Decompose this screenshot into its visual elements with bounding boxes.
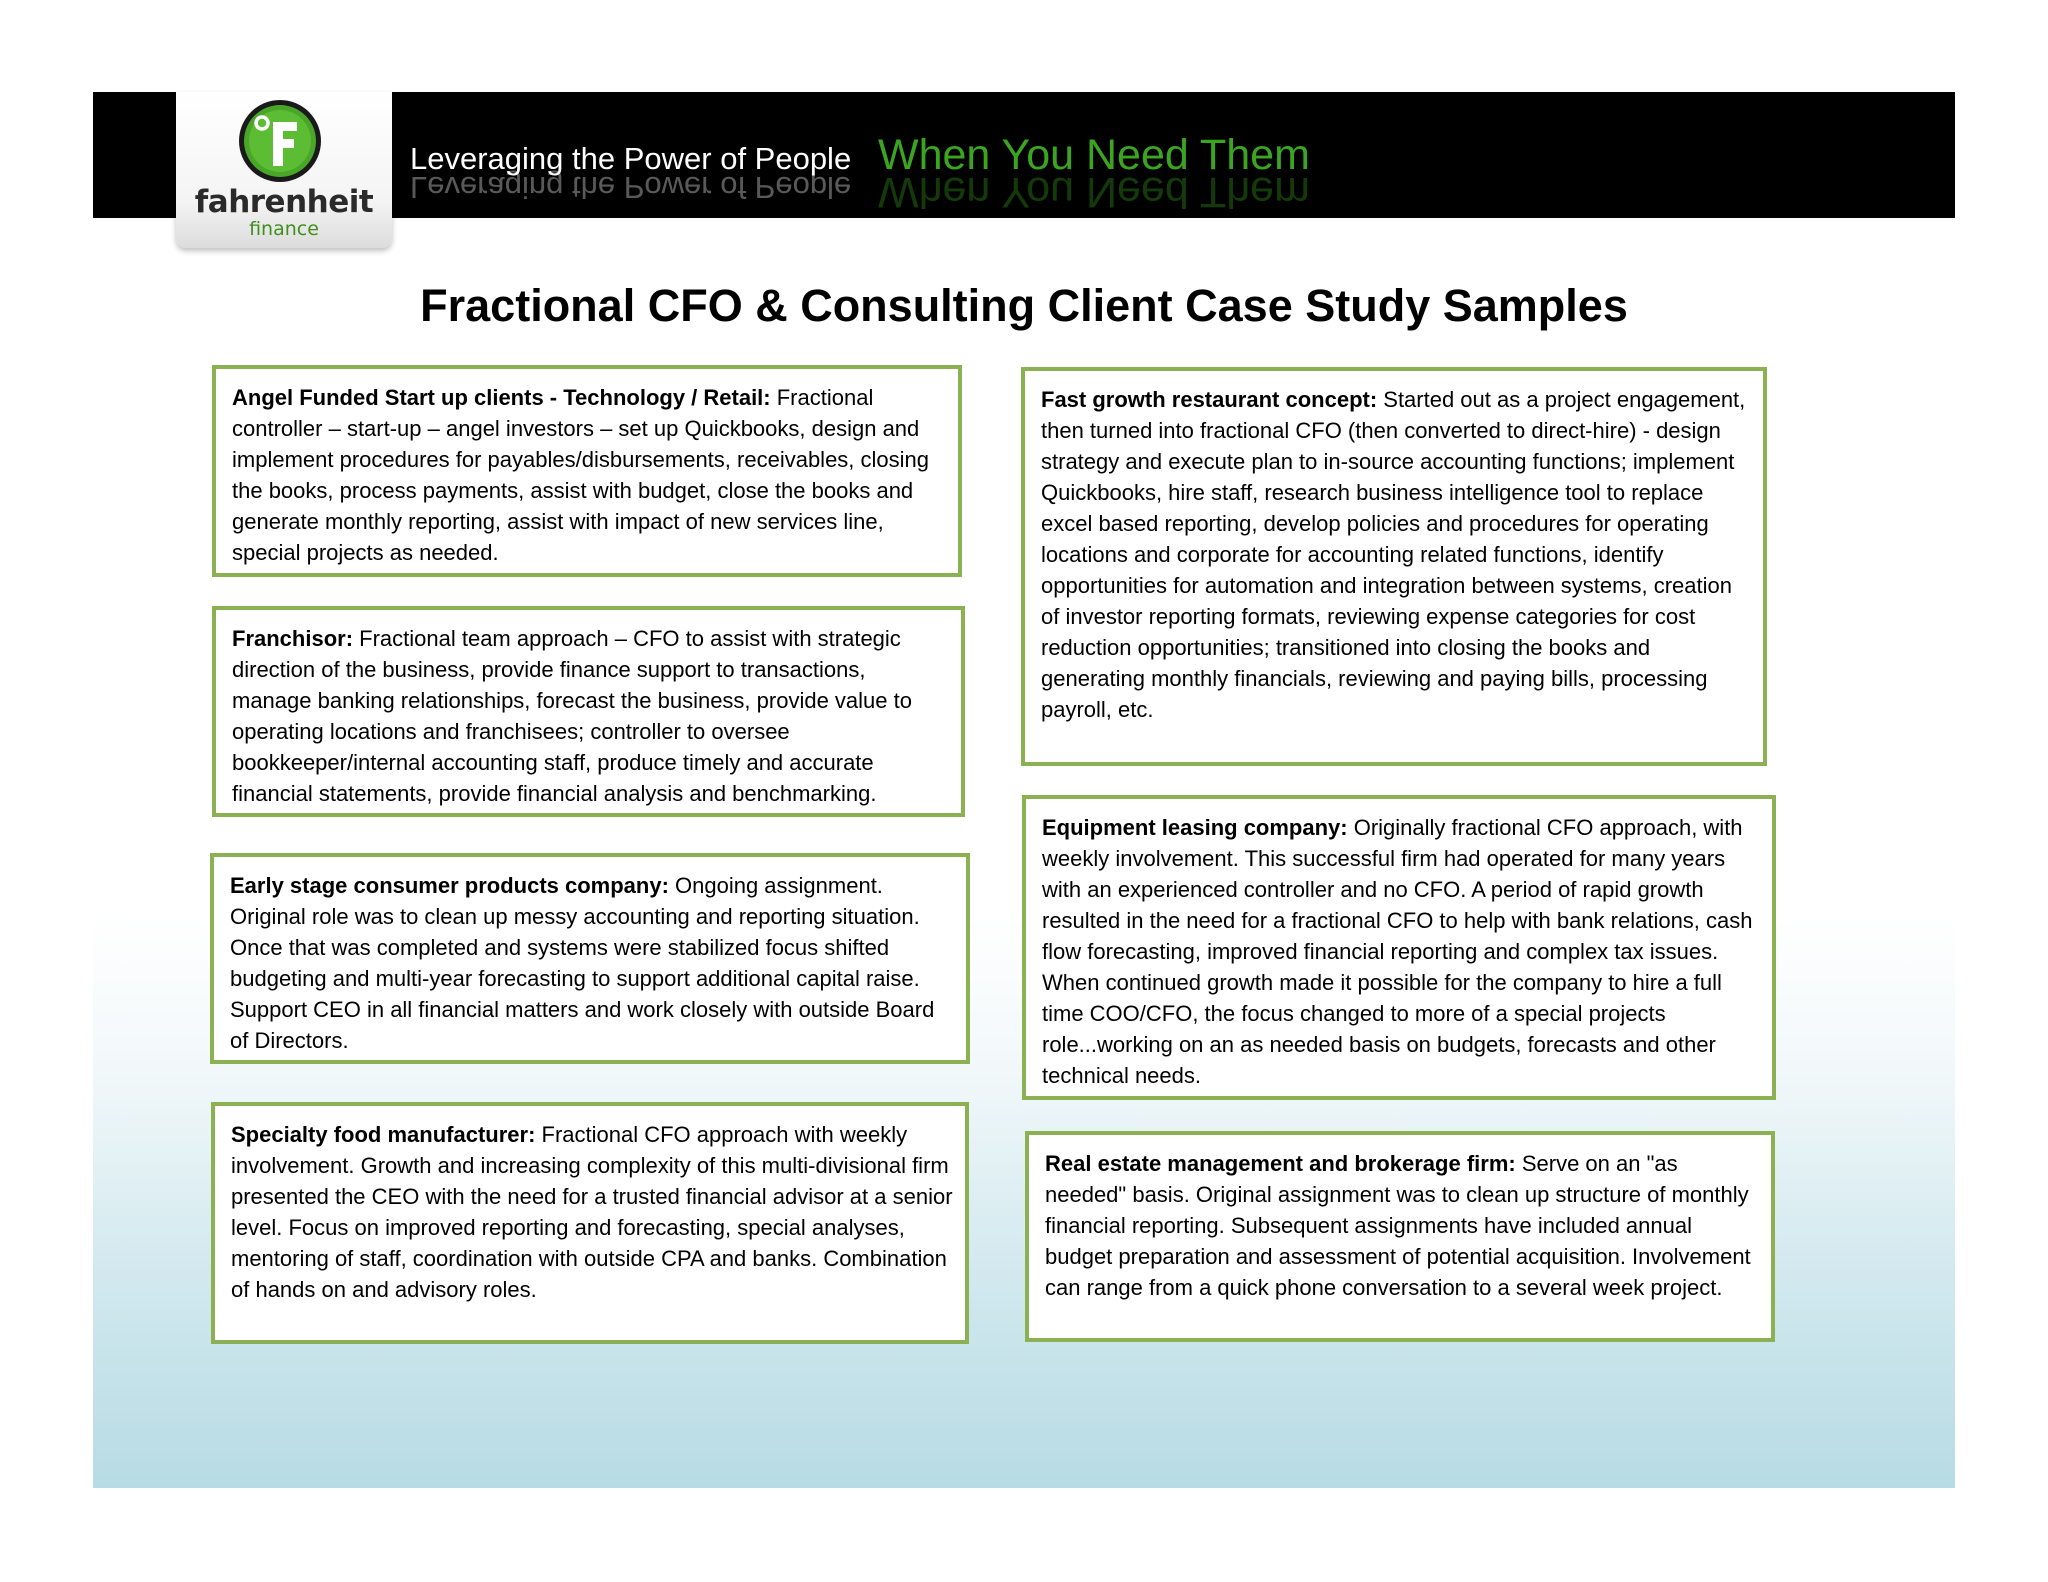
case-study-label: Real estate management and brokerage firm: [1045, 1151, 1516, 1176]
brand-subtitle: finance [249, 218, 319, 240]
case-study-box [212, 365, 962, 577]
case-study-box [1021, 367, 1767, 766]
thermometer-f-icon [237, 98, 323, 184]
case-study-text: Originally fractional CFO approach, with weekly involvement. This successful firm had operated for many years with an experienced controller and no CFO. A period of rapid growth resulted in the need for a fractional CFO to help with bank relations, cash flow forecasting, improved financial reporting and complex tax issues. When continued growth made it possible for the company to hire a full time COO/CFO, the focus changed to more of a special projects role...working on an as needed basis on budgets, forecasts and other technical needs. [1042, 815, 1753, 1088]
brand-name: fahrenheit [194, 184, 374, 220]
tagline-accent-reflection: When You Need Them [878, 168, 1310, 216]
case-study-label: Franchisor: [232, 626, 354, 651]
case-study-text: Serve on an "as needed" basis. Original assignment was to clean up structure of monthly financial reporting. Subsequent assignments have included annual budget preparation and assessment of potential acquisition. Involvement can range from a quick phone conversation to a several week project. [1045, 1151, 1751, 1300]
case-study-box [211, 1102, 969, 1344]
case-study-text: Fractional controller – start-up – angel investors – set up Quickbooks, design and implement procedures for payables/disbursements, receivables, closing the books, process payments, assist with budget, close the books and generate monthly reporting, assist with impact of new services line, special projects as needed. [232, 385, 930, 565]
tagline-primary-reflection: Leveraging the Power of People [410, 170, 852, 205]
tagline-primary: Leveraging the Power of People [410, 141, 852, 176]
case-study-label: Angel Funded Start up clients - Technology / Retail: [232, 385, 771, 410]
case-study-box [210, 853, 970, 1064]
case-study-text: Fractional CFO approach with weekly involvement. Growth and increasing complexity of this multi-divisional firm presented the CEO with the need for a trusted financial advisor at a senior level. Focus on improved reporting and forecasting, special analyses, mentoring of staff, coordination with outside CPA and banks. Combination of hands on and advisory roles. [231, 1122, 953, 1302]
tagline-accent: When You Need Them [878, 131, 1310, 179]
case-study-text: Started out as a project engagement, then turned into fractional CFO (then converted to direct-hire) - design strategy and execute plan to in-source accounting functions; implement Quickbooks, hire staff, research business intelligence tool to replace excel based reporting, develop policies and procedures for operating locations and corporate for accounting related functions, identify opportunities for automation and integration between systems, creation of investor reporting formats, reviewing expense categories for cost reduction opportunities; transitioned into closing the books and generating monthly financials, reviewing and paying bills, processing payroll, etc. [1041, 387, 1746, 722]
case-study-label: Specialty food manufacturer: [231, 1122, 536, 1147]
case-study-label: Fast growth restaurant concept: [1041, 387, 1378, 412]
case-study-box [1022, 795, 1776, 1100]
case-study-label: Equipment leasing company: [1042, 815, 1348, 840]
case-study-label: Early stage consumer products company: [230, 873, 669, 898]
logo [176, 92, 392, 248]
case-study-text: Fractional team approach – CFO to assist with strategic direction of the business, provide finance support to transactions, manage banking relationships, forecast the business, provide value to operating locations and franchisees; controller to oversee bookkeeper/internal accounting staff, produce timely and accurate financial statements, provide financial analysis and benchmarking. [232, 626, 912, 806]
case-study-box [212, 606, 965, 817]
page-title: Fractional CFO & Consulting Client Case Study Samples [420, 280, 1628, 331]
case-study-text: Ongoing assignment. Original role was to clean up messy accounting and reporting situation. Once that was completed and systems were stabilized focus shifted budgeting and multi-year forecasting to support additional capital raise. Support CEO in all financial matters and work closely with outside Board of Directors. [230, 873, 935, 1053]
case-study-box [1025, 1131, 1775, 1342]
